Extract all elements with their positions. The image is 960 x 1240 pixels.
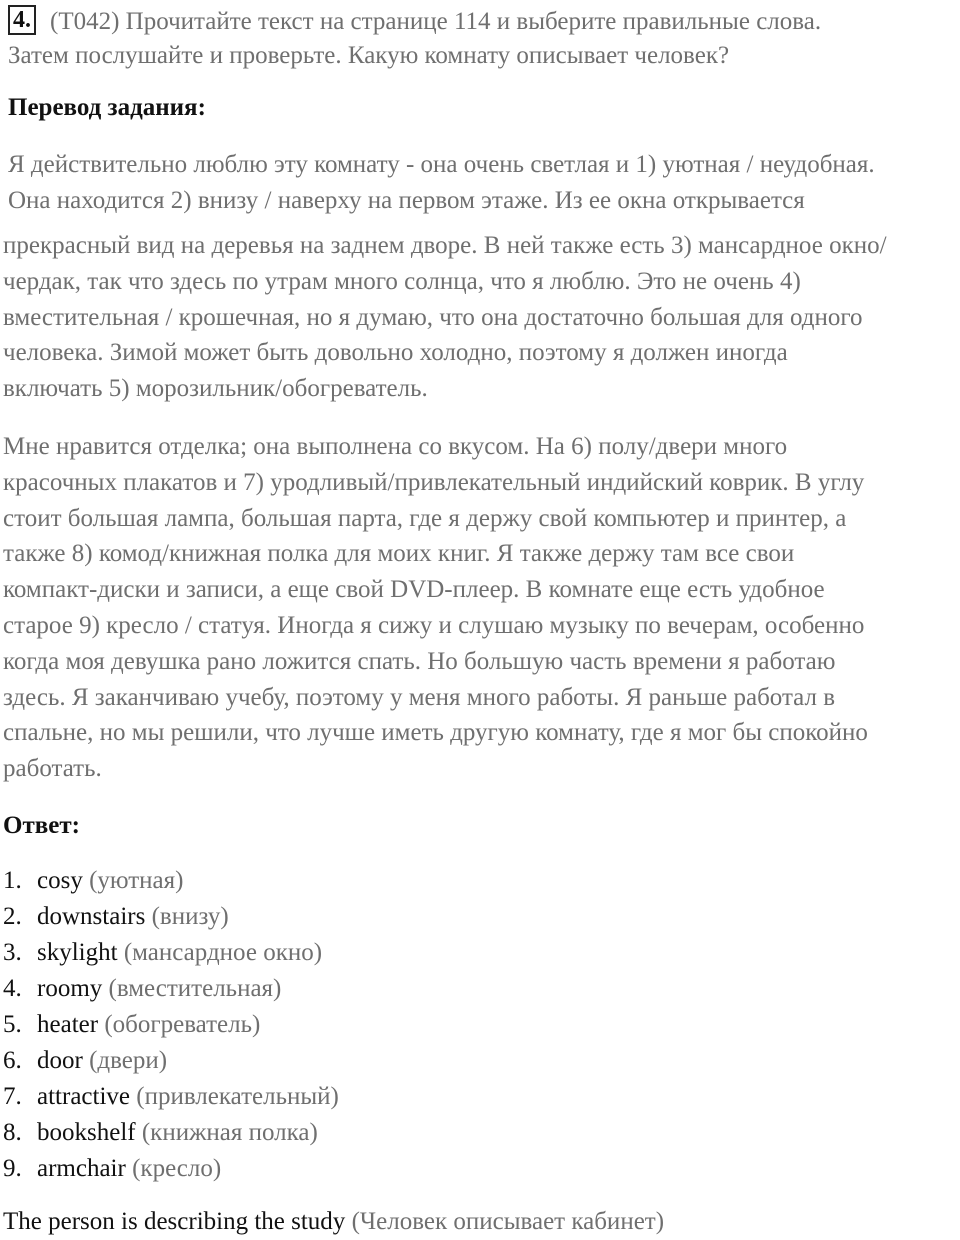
answer-russian: (двери) xyxy=(89,1047,168,1074)
paragraph1-line-2: Она находится 2) внизу / наверху на первом этаже. Из ее окна открывается xyxy=(8,187,805,214)
answer-item xyxy=(3,1079,339,1115)
paragraph-line: старое 9) кресло / статуя. Иногда я сижу и слушаю музыку по вечерам, особенно xyxy=(3,611,865,639)
paragraph-line: человека. Зимой может быть довольно холодно, поэтому я должен иногда xyxy=(3,339,788,367)
paragraph-line: включать 5) морозильник/обогреватель. xyxy=(3,375,428,403)
answer-item xyxy=(3,1151,339,1187)
paragraph1-line-1: Я действительно люблю эту комнату - она очень светлая и 1) уютная / неудобная. xyxy=(8,151,875,178)
answer-number: 8. xyxy=(3,1119,22,1146)
answer-item xyxy=(3,971,339,1007)
answer-number: 6. xyxy=(3,1047,22,1074)
answer-number: 3. xyxy=(3,939,22,966)
answer-item xyxy=(3,863,339,899)
task-instruction-line-1 xyxy=(8,4,821,40)
answer-russian: (обогреватель) xyxy=(104,1011,261,1038)
answer-english: door xyxy=(37,1047,83,1074)
answer-russian: (внизу) xyxy=(151,903,229,930)
answer-item xyxy=(3,1043,339,1079)
answer-number: 1. xyxy=(3,867,22,894)
answer-list xyxy=(3,863,339,1187)
task-instruction-line-2: Затем послушайте и проверьте. Какую комнату описывает человек? xyxy=(8,42,730,69)
paragraph-line: когда моя девушка рано ложится спать. Но большую часть времени я работаю xyxy=(3,647,836,675)
paragraph-line: работать. xyxy=(3,755,102,783)
answer-english: armchair xyxy=(37,1155,126,1182)
paragraph-line: красочных плакатов и 7) уродливый/привлекательный индийский коврик. В углу xyxy=(3,468,865,496)
paragraph-line: компакт-диски и записи, а еще свой DVD-плеер. В комнате еще есть удобное xyxy=(3,576,825,604)
paragraph1-continuation xyxy=(3,228,958,407)
answer-number: 9. xyxy=(3,1155,22,1182)
answer-number: 4. xyxy=(3,975,22,1002)
answer-english: attractive xyxy=(37,1083,130,1110)
answer-number: 2. xyxy=(3,903,22,930)
translation-heading: Перевод задания: xyxy=(8,94,206,121)
answer-english: cosy xyxy=(37,867,83,894)
answer-item xyxy=(3,1115,339,1151)
final-answer xyxy=(3,1204,664,1240)
paragraph-line: стоит большая лампа, большая парта, где я держу свой компьютер и принтер, а xyxy=(3,504,847,532)
paragraph-line: чердак, так что здесь по утрам много солнца, что я люблю. Это не очень 4) xyxy=(3,267,801,295)
answer-russian: (привлекательный) xyxy=(136,1083,339,1110)
answer-english: roomy xyxy=(37,975,103,1002)
answer-russian: (вместительная) xyxy=(108,975,282,1002)
answer-english: skylight xyxy=(37,939,118,966)
paragraph-line: прекрасный вид на деревья на заднем дворе. В ней также есть 3) мансардное окно/ xyxy=(3,232,887,259)
answer-item xyxy=(3,1007,339,1043)
paragraph-line: спальне, но мы решили, что лучше иметь другую комнату, где я мог бы спокойно xyxy=(3,719,868,747)
answer-heading: Ответ: xyxy=(3,812,80,839)
paragraph-line: Мне нравится отделка; она выполнена со вкусом. На 6) полу/двери много xyxy=(3,433,788,460)
paragraph-line: здесь. Я заканчиваю учебу, поэтому у меня много работы. Я раньше работал в xyxy=(3,683,836,711)
paragraph-line: вместительная / крошечная, но я думаю, что она достаточно большая для одного xyxy=(3,303,863,331)
task-text-1: (T042) Прочитайте текст на странице 114 и выберите правильные слова. xyxy=(50,8,822,35)
answer-number: 5. xyxy=(3,1011,22,1038)
answer-russian: (кресло) xyxy=(132,1155,222,1182)
task-number-badge: 4. xyxy=(8,5,36,35)
paragraph-line: также 8) комод/книжная полка для моих книг. Я также держу там все свои xyxy=(3,540,795,568)
answer-english: heater xyxy=(37,1011,99,1038)
answer-russian: (уютная) xyxy=(89,867,184,894)
answer-item xyxy=(3,935,339,971)
answer-english: downstairs xyxy=(37,903,146,930)
paragraph2 xyxy=(3,429,958,787)
answer-russian: (мансардное окно) xyxy=(123,939,323,966)
answer-item xyxy=(3,899,339,935)
answer-english: bookshelf xyxy=(37,1119,136,1146)
answer-russian: (книжная полка) xyxy=(141,1119,318,1146)
final-answer-russian: (Человек описывает кабинет) xyxy=(351,1208,665,1235)
answer-number: 7. xyxy=(3,1083,22,1110)
final-answer-english: The person is describing the study xyxy=(3,1208,346,1235)
